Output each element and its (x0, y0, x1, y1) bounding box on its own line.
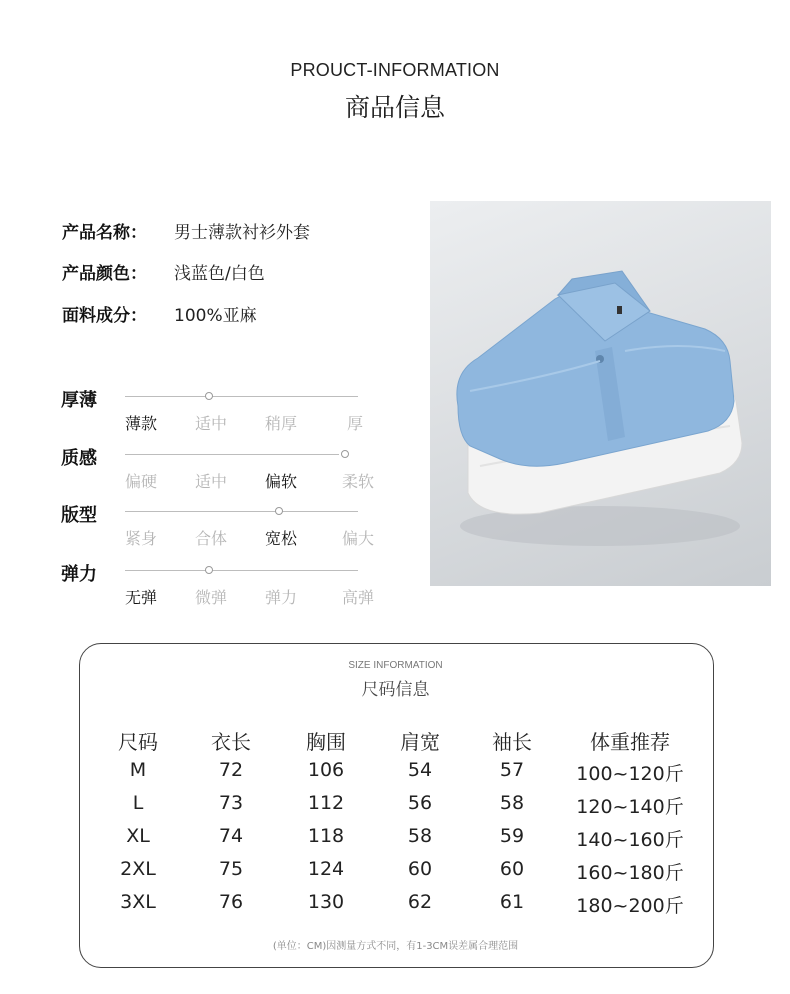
size-table-cell: XL (126, 825, 150, 847)
attr-track-thickness (125, 396, 358, 397)
size-table-cell: 160~180斤 (576, 862, 684, 884)
size-table-cell: 118 (307, 825, 345, 847)
size-table-header: 尺码 (118, 730, 158, 754)
attr-option: 偏大 (341, 529, 374, 548)
attr-option: 偏软 (264, 472, 297, 491)
size-table-cell: 60 (407, 858, 433, 880)
attr-option: 弹力 (264, 588, 297, 607)
section-title-en: PROUCT-INFORMATION (290, 60, 500, 80)
attr-title-thickness: 厚薄 (61, 390, 97, 411)
size-table-header: 衣长 (211, 730, 251, 754)
size-table-cell: 54 (407, 759, 433, 781)
size-table-cell: 61 (499, 891, 525, 913)
size-title-cn: 尺码信息 (361, 680, 430, 700)
size-table-cell: 112 (307, 792, 345, 814)
section-title-cn: 商品信息 (344, 93, 445, 122)
size-table-cell: 72 (218, 759, 244, 781)
info-value: 浅蓝色/白色 (174, 264, 265, 284)
size-table-cell: 60 (499, 858, 525, 880)
attr-title-texture: 质感 (61, 448, 97, 469)
size-table-cell: 73 (218, 792, 244, 814)
info-value: 男士薄款衬衫外套 (174, 223, 310, 243)
attr-track-elasticity (125, 570, 358, 571)
size-table-cell: 3XL (120, 891, 156, 913)
size-table-cell: 120~140斤 (576, 796, 684, 818)
attr-option: 无弹 (124, 588, 157, 607)
size-table-cell: 106 (307, 759, 345, 781)
info-label: 产品颜色： (62, 264, 147, 284)
size-table-cell: 100~120斤 (576, 763, 684, 785)
size-table-cell: 180~200斤 (576, 895, 684, 917)
attr-option: 合体 (194, 529, 227, 548)
attr-option: 宽松 (264, 529, 297, 548)
size-table-cell: 57 (499, 759, 525, 781)
size-table-cell: 2XL (120, 858, 156, 880)
scale-dot (341, 450, 349, 458)
size-table-cell: M (129, 759, 147, 781)
size-table-cell: 74 (218, 825, 244, 847)
size-table-cell: 130 (307, 891, 345, 913)
size-table-cell: 58 (407, 825, 433, 847)
size-table-cell: 75 (218, 858, 244, 880)
attr-option: 高弹 (341, 588, 374, 607)
attr-title-fit: 版型 (61, 505, 97, 526)
attr-option: 偏硬 (124, 472, 157, 491)
size-note: (单位：CM)因测量方式不同，有1-3CM误差属合理范围 (272, 941, 519, 952)
size-table-header: 袖长 (492, 730, 532, 754)
size-table-cell: L (132, 792, 144, 814)
attr-title-elasticity: 弹力 (61, 564, 97, 585)
info-row-color (62, 259, 265, 284)
attr-option: 厚 (346, 414, 363, 433)
size-table-header: 肩宽 (400, 730, 440, 754)
attr-track-fit (125, 511, 358, 512)
size-table-header: 胸围 (306, 730, 346, 754)
product-photo (430, 201, 771, 586)
size-table-cell: 56 (407, 792, 433, 814)
info-label: 产品名称： (62, 223, 147, 243)
attr-option: 适中 (194, 414, 227, 433)
info-row-fabric (62, 301, 257, 326)
size-table-cell: 59 (499, 825, 525, 847)
info-value: 100%亚麻 (174, 306, 257, 326)
info-label: 面料成分： (62, 306, 147, 326)
size-title-en: SIZE INFORMATION (348, 660, 443, 671)
folded-shirts-image (430, 201, 771, 586)
scale-dot (275, 507, 283, 515)
size-table-cell: 124 (307, 858, 345, 880)
attr-option: 薄款 (124, 414, 157, 433)
size-table-header: 体重推荐 (590, 730, 670, 754)
attr-option: 稍厚 (264, 414, 297, 433)
info-row-name (62, 218, 310, 243)
attr-option: 柔软 (341, 472, 374, 491)
attr-option: 紧身 (124, 529, 157, 548)
scale-dot (205, 392, 213, 400)
scale-dot (205, 566, 213, 574)
size-table-cell: 76 (218, 891, 244, 913)
size-table-cell: 58 (499, 792, 525, 814)
size-table-cell: 62 (407, 891, 433, 913)
attr-option: 适中 (194, 472, 227, 491)
size-table-cell: 140~160斤 (576, 829, 684, 851)
attr-track-texture (125, 454, 339, 455)
attr-option: 微弹 (194, 588, 227, 607)
